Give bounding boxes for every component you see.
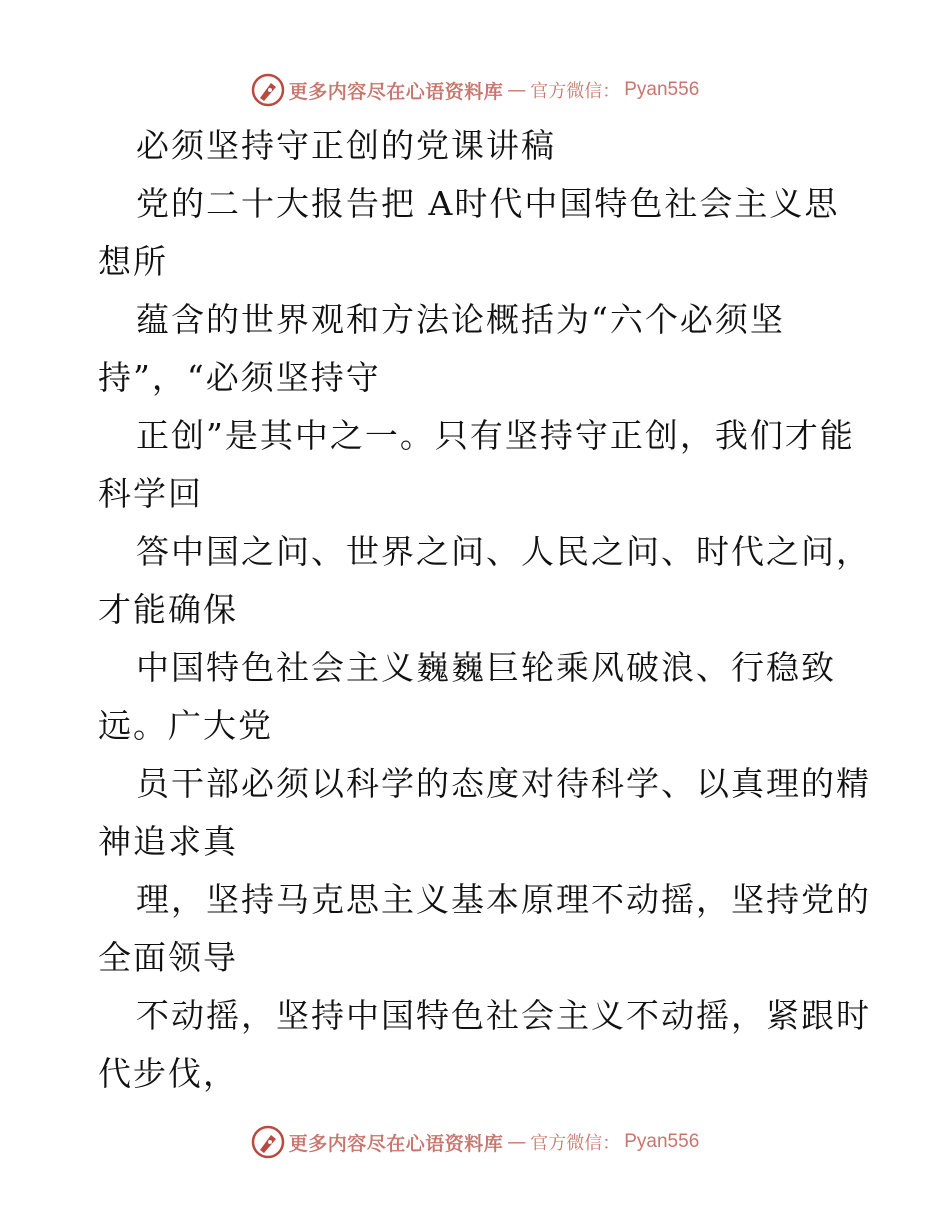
text-line: 蕴含的世界观和方法论概括为“六个必须坚 bbox=[136, 300, 785, 339]
text-line: 神追求真 bbox=[98, 822, 238, 861]
watermark-contact-id: Pyan556 bbox=[624, 79, 700, 100]
text-line: 员干部必须以科学的态度对待科学、以真理的精 bbox=[136, 764, 871, 803]
watermark-separator: — bbox=[507, 79, 527, 101]
footer-watermark bbox=[0, 1122, 950, 1162]
watermark-text: 更多内容尽在心语资料库 bbox=[288, 1132, 504, 1155]
text-line: 中国特色社会主义巍巍巨轮乘风破浪、行稳致 bbox=[136, 648, 836, 687]
watermark-text: 更多内容尽在心语资料库 bbox=[288, 80, 504, 103]
watermark-contact-label: 官方微信： bbox=[530, 1133, 621, 1154]
document-body bbox=[98, 117, 871, 1103]
text-line: 持”，“必须坚持守 bbox=[98, 358, 381, 397]
watermark-contact-id: Pyan556 bbox=[624, 1131, 700, 1152]
text-line: 才能确保 bbox=[98, 590, 238, 629]
text-line: 远。广大党 bbox=[98, 706, 273, 745]
text-line: 科学回 bbox=[98, 474, 203, 513]
text-line: 全面领导 bbox=[98, 938, 238, 977]
text-line: 答中国之问、世界之问、人民之问、时代之问， bbox=[136, 532, 871, 571]
watermark-contact-label: 官方微信： bbox=[530, 81, 621, 102]
text-line: 代步伐， bbox=[98, 1054, 238, 1093]
text-line: 不动摇，坚持中国特色社会主义不动摇，紧跟时 bbox=[136, 996, 871, 1035]
pen-nib-logo-icon bbox=[251, 1125, 285, 1159]
text-line: 理，坚持马克思主义基本原理不动摇，坚持党的 bbox=[136, 880, 871, 919]
text-line: 想所 bbox=[98, 242, 168, 281]
document-title: 必须坚持守正创的党课讲稿 bbox=[136, 126, 556, 165]
watermark-group bbox=[251, 1125, 700, 1159]
watermark-group bbox=[251, 73, 700, 107]
pen-nib-logo-icon bbox=[251, 73, 285, 107]
text-line: 正创”是其中之一。只有坚持守正创，我们才能 bbox=[136, 416, 855, 455]
text-line: 党的二十大报告把 A时代中国特色社会主义思 bbox=[136, 184, 840, 223]
header-watermark bbox=[0, 70, 950, 110]
watermark-separator: — bbox=[507, 1131, 527, 1153]
